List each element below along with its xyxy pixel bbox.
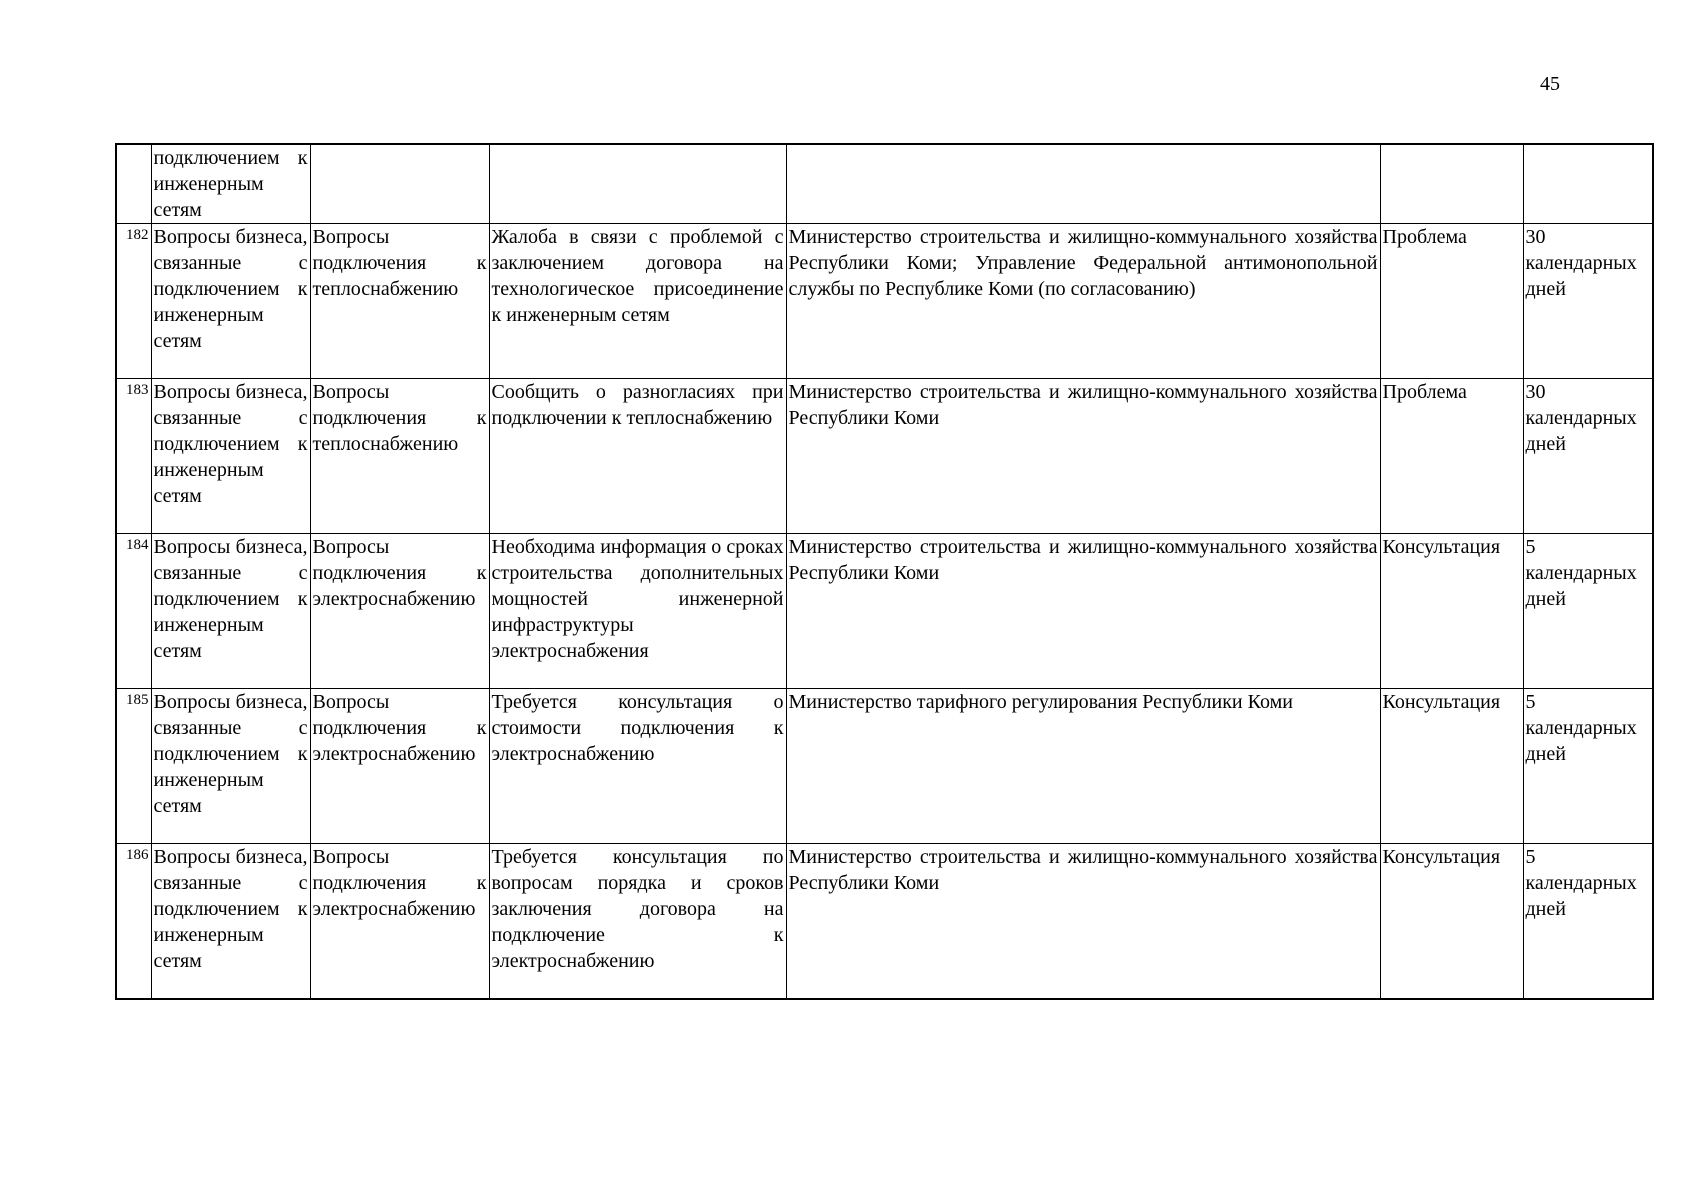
category-cell: подключением к инженерным сетям	[151, 144, 310, 224]
row-number-cell: 183	[116, 379, 151, 534]
executor-cell: Министерство строительства и жилищно-коммунального хозяйства Республики Коми	[786, 379, 1380, 534]
type-cell: Проблема	[1380, 379, 1523, 534]
topic-cell: Вопросы подключения к электроснабжению	[310, 689, 489, 844]
description-cell: Требуется консультация о стоимости подключения к электроснабжению	[489, 689, 786, 844]
term-cell: 5 календарных дней	[1523, 844, 1653, 1000]
table-row-continued	[116, 144, 1653, 224]
topic-cell: Вопросы подключения к теплоснабжению	[310, 224, 489, 379]
term-cell: 30 календарных дней	[1523, 224, 1653, 379]
row-number-cell	[116, 144, 151, 224]
executor-cell: Министерство строительства и жилищно-коммунального хозяйства Республики Коми	[786, 844, 1380, 1000]
term-cell: 30 календарных дней	[1523, 379, 1653, 534]
category-cell: Вопросы бизнеса, связанные с подключением к инженерным сетям	[151, 534, 310, 689]
executor-cell	[786, 144, 1380, 224]
term-cell: 5 календарных дней	[1523, 689, 1653, 844]
table-row	[116, 224, 1653, 379]
description-cell: Требуется консультация по вопросам порядка и сроков заключения договора на подключение к электроснабжению	[489, 844, 786, 1000]
row-number-cell: 184	[116, 534, 151, 689]
description-cell: Необходима информация о сроках строительства дополнительных мощностей инженерной инфраструктуры электроснабжения	[489, 534, 786, 689]
description-cell	[489, 144, 786, 224]
row-number-cell: 182	[116, 224, 151, 379]
table-row	[116, 379, 1653, 534]
appeals-table	[115, 143, 1654, 1000]
type-cell: Проблема	[1380, 224, 1523, 379]
category-cell: Вопросы бизнеса, связанные с подключением к инженерным сетям	[151, 689, 310, 844]
term-cell	[1523, 144, 1653, 224]
term-cell: 5 календарных дней	[1523, 534, 1653, 689]
executor-cell: Министерство строительства и жилищно-коммунального хозяйства Республики Коми	[786, 534, 1380, 689]
topic-cell: Вопросы подключения к электроснабжению	[310, 534, 489, 689]
description-cell: Жалоба в связи с проблемой с заключением договора на технологическое присоединение к инженерным сетям	[489, 224, 786, 379]
description-cell: Сообщить о разногласиях при подключении к теплоснабжению	[489, 379, 786, 534]
type-cell	[1380, 144, 1523, 224]
category-cell: Вопросы бизнеса, связанные с подключением к инженерным сетям	[151, 844, 310, 1000]
executor-cell: Министерство строительства и жилищно-коммунального хозяйства Республики Коми; Управление Федеральной антимонопольной службы по Республике Коми (по согласованию)	[786, 224, 1380, 379]
table-row	[116, 844, 1653, 1000]
row-number-cell: 186	[116, 844, 151, 1000]
type-cell: Консультация	[1380, 689, 1523, 844]
topic-cell: Вопросы подключения к теплоснабжению	[310, 379, 489, 534]
executor-cell: Министерство тарифного регулирования Республики Коми	[786, 689, 1380, 844]
page-number: 45	[1540, 73, 1560, 95]
table-row	[116, 689, 1653, 844]
topic-cell	[310, 144, 489, 224]
type-cell: Консультация	[1380, 534, 1523, 689]
category-cell: Вопросы бизнеса, связанные с подключением к инженерным сетям	[151, 379, 310, 534]
category-cell: Вопросы бизнеса, связанные с подключением к инженерным сетям	[151, 224, 310, 379]
table-row	[116, 534, 1653, 689]
type-cell: Консультация	[1380, 844, 1523, 1000]
topic-cell: Вопросы подключения к электроснабжению	[310, 844, 489, 1000]
row-number-cell: 185	[116, 689, 151, 844]
